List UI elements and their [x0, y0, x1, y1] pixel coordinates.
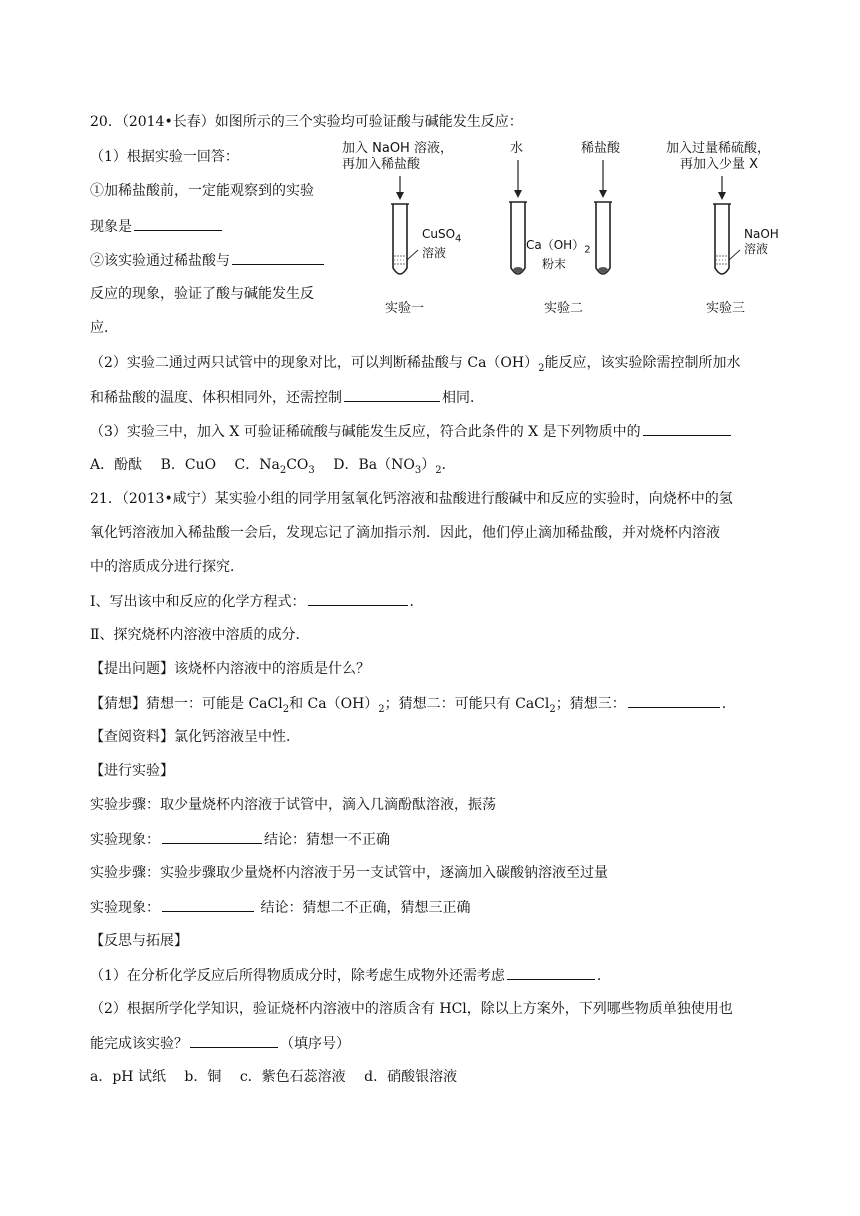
q20-part1-line-e: 应．: [90, 320, 118, 336]
exp2-label-line2: 粉末: [542, 257, 567, 272]
answer-blank[interactable]: [507, 965, 595, 980]
option-c: [234, 457, 315, 476]
q21-options: a．pH 试纸 b．铜 c．紫色石蕊溶液 d．硝酸银溶液: [90, 1069, 458, 1085]
answer-blank[interactable]: [232, 250, 324, 265]
q20-part1-line-c: [90, 250, 326, 271]
q20-part2-line-b-suffix: 相同．: [442, 390, 484, 406]
option-a: A．酚酞: [90, 457, 143, 473]
exp1-caption: 实验一: [385, 301, 425, 316]
answer-blank[interactable]: [134, 216, 222, 231]
exp1-instruction-line2: 再加入稀盐酸: [342, 157, 421, 172]
option-b: B．CuO: [160, 457, 217, 473]
option-d-end: ．: [441, 457, 456, 473]
option-c-mid: CO: [286, 457, 309, 473]
q21-observation1: [90, 829, 390, 850]
option-d: [333, 457, 456, 476]
answer-blank[interactable]: [344, 387, 440, 402]
obs1-prefix: 实验现象：: [90, 832, 160, 848]
q21-line2: 氧化钙溶液加入稀盐酸一会后，发现忘记了滴加指示剂．因此，他们停止滴加稀盐酸，并对烧杯内溶液: [90, 525, 720, 541]
obs1-suffix: 结论：猜想一不正确: [264, 832, 390, 848]
exp3-label: [744, 227, 779, 257]
guess-sub3: 2: [549, 703, 556, 715]
q21-line3: 中的溶质成分进行探究．: [90, 559, 244, 575]
q21-question: 【提出问题】该烧杯内溶液中的溶质是什么？: [90, 661, 370, 677]
q21-section1: [90, 591, 424, 612]
q21-section1-text: Ⅰ、写出该中和反应的化学方程式：: [90, 594, 306, 610]
q20-part2-sub: 2: [538, 362, 545, 374]
exp2-label-line1: [526, 238, 591, 257]
exp2-water-label: 水: [510, 141, 524, 156]
exp3-instruction-line2: 再加入少量 X: [680, 157, 759, 172]
q20-part3-text: （3）实验三中，加入 X 可验证稀硫酸与碱能发生反应，符合此条件的 X 是下列物质中的: [90, 424, 641, 440]
q20-part1-line-a: ①加稀盐酸前，一定能观察到的实验: [90, 183, 314, 199]
q20-part1-line-b-text: 现象是: [90, 219, 132, 235]
reflection2-prefix: 能完成该实验？: [90, 1036, 188, 1052]
guess-mid: 和 Ca（OH）: [289, 696, 379, 712]
exp3-label-line2: 溶液: [744, 242, 769, 256]
q21-section2: Ⅱ、探究烧杯内溶液中溶质的成分．: [90, 627, 310, 643]
q20-part3: [90, 421, 733, 442]
guess-pre: 【猜想】猜想一：可能是 CaCl: [90, 696, 283, 712]
exp1-label-text: CuSO: [422, 227, 456, 241]
exp2-acid-label: 稀盐酸: [581, 141, 621, 156]
exp3-caption: 实验三: [706, 301, 746, 316]
q20-intro: 20．（2014•长春）如图所示的三个实验均可验证酸与碱能发生反应：: [90, 114, 523, 130]
exp3-test-tube: [702, 176, 742, 286]
answer-blank[interactable]: [190, 1033, 278, 1048]
q20-part2-line-a-text: （2）实验二通过两只试管中的现象对比，可以判断稀盐酸与 Ca（OH）: [90, 355, 539, 371]
q20-part1-line-c-text: ②该实验通过稀盐酸与: [90, 253, 230, 269]
exp1-label-line1: [422, 227, 461, 246]
q21-reference: 【查阅资料】氯化钙溶液呈中性．: [90, 729, 300, 745]
exp1-test-tube: [380, 176, 420, 286]
guess-sub2: 2: [378, 703, 385, 715]
reflection1-text: （1）在分析化学反应后所得物质成分时，除考虑生成物外还需考虑: [90, 968, 505, 984]
guess-end: ．: [721, 696, 736, 712]
q20-options: [90, 455, 456, 481]
q21-reflection2-line2: [90, 1033, 350, 1054]
exp2-label-sub: 2: [584, 244, 591, 256]
guess-mid2: ；猜想二：可能只有 CaCl: [384, 696, 550, 712]
exp1-instruction: [342, 141, 453, 173]
answer-blank[interactable]: [162, 829, 262, 844]
q21-step2: 实验步骤：实验步骤取少量烧杯内溶液于另一支试管中，逐滴加入碳酸钠溶液至过量: [90, 865, 608, 881]
obs2-suffix: 结论：猜想二不正确，猜想三正确: [256, 900, 471, 916]
q20-part1-line-d: 反应的现象，验证了酸与碱能发生反: [90, 286, 314, 302]
q20-part2-line-b-text: 和稀盐酸的温度、体积相同外，还需控制: [90, 390, 342, 406]
option-c-sub2: 3: [308, 464, 315, 476]
q20-part2-line-b: [90, 387, 484, 408]
reflection1-end: ．: [596, 968, 611, 984]
exp3-instruction-line1: 加入过量稀硫酸，: [666, 141, 771, 156]
q21-section1-end: ．: [409, 594, 424, 610]
answer-blank[interactable]: [628, 693, 720, 708]
q21-step1: 实验步骤：取少量烧杯内溶液于试管中，滴入几滴酚酞溶液，振荡: [90, 797, 496, 813]
obs2-prefix: 实验现象：: [90, 900, 160, 916]
answer-blank[interactable]: [308, 591, 408, 606]
q20-part2-line-a-suffix: 能反应，该实验除需控制所加水: [544, 355, 741, 371]
exp1-instruction-line1: 加入 NaOH 溶液，: [342, 141, 453, 156]
q21-guess: [90, 693, 736, 720]
exp3-instruction: [666, 141, 770, 173]
answer-blank[interactable]: [643, 421, 731, 436]
option-c-sub1: 2: [279, 464, 287, 476]
q20-part2-line-a: [90, 353, 740, 379]
option-d-sub2: 2: [435, 464, 442, 476]
exp2-caption: 实验二: [544, 301, 584, 316]
q21-experiment-heading: 【进行实验】: [90, 763, 174, 779]
option-d-mid: ）: [421, 457, 436, 473]
reflection2-suffix: （填序号）: [280, 1036, 350, 1052]
q20-part1-heading: （1）根据实验一回答：: [90, 149, 239, 165]
q21-reflection2-line1: （2）根据所学化学知识，验证烧杯内溶液中的溶质含有 HCl，除以上方案外，下列哪些物质单独使用也: [90, 1001, 733, 1017]
exp2-label-text: Ca（OH）: [526, 238, 585, 252]
option-c-pre: C．Na: [234, 457, 280, 473]
q21-reflection1: [90, 965, 611, 986]
guess-sub1: 2: [282, 703, 290, 715]
exp1-label-line2: 溶液: [422, 246, 447, 261]
guess-end-prefix: ；猜想三：: [555, 696, 626, 712]
q21-observation2: [90, 897, 470, 918]
exp1-label: [422, 227, 461, 261]
exp1-label-sub: 4: [455, 233, 462, 245]
exp3-label-line1: NaOH: [744, 227, 779, 241]
q21-line1: 21．（2013•咸宁）某实验小组的同学用氢氧化钙溶液和盐酸进行酸碱中和反应的实验时，向烧杯中的氢: [90, 491, 733, 507]
option-d-pre: D．Ba（NO: [333, 457, 415, 473]
answer-blank[interactable]: [162, 897, 254, 912]
q21-reflection-heading: 【反思与拓展】: [90, 933, 188, 949]
exp2-label: [526, 238, 591, 272]
q20-part1-line-b: [90, 216, 224, 237]
option-d-sub1: 3: [414, 464, 422, 476]
